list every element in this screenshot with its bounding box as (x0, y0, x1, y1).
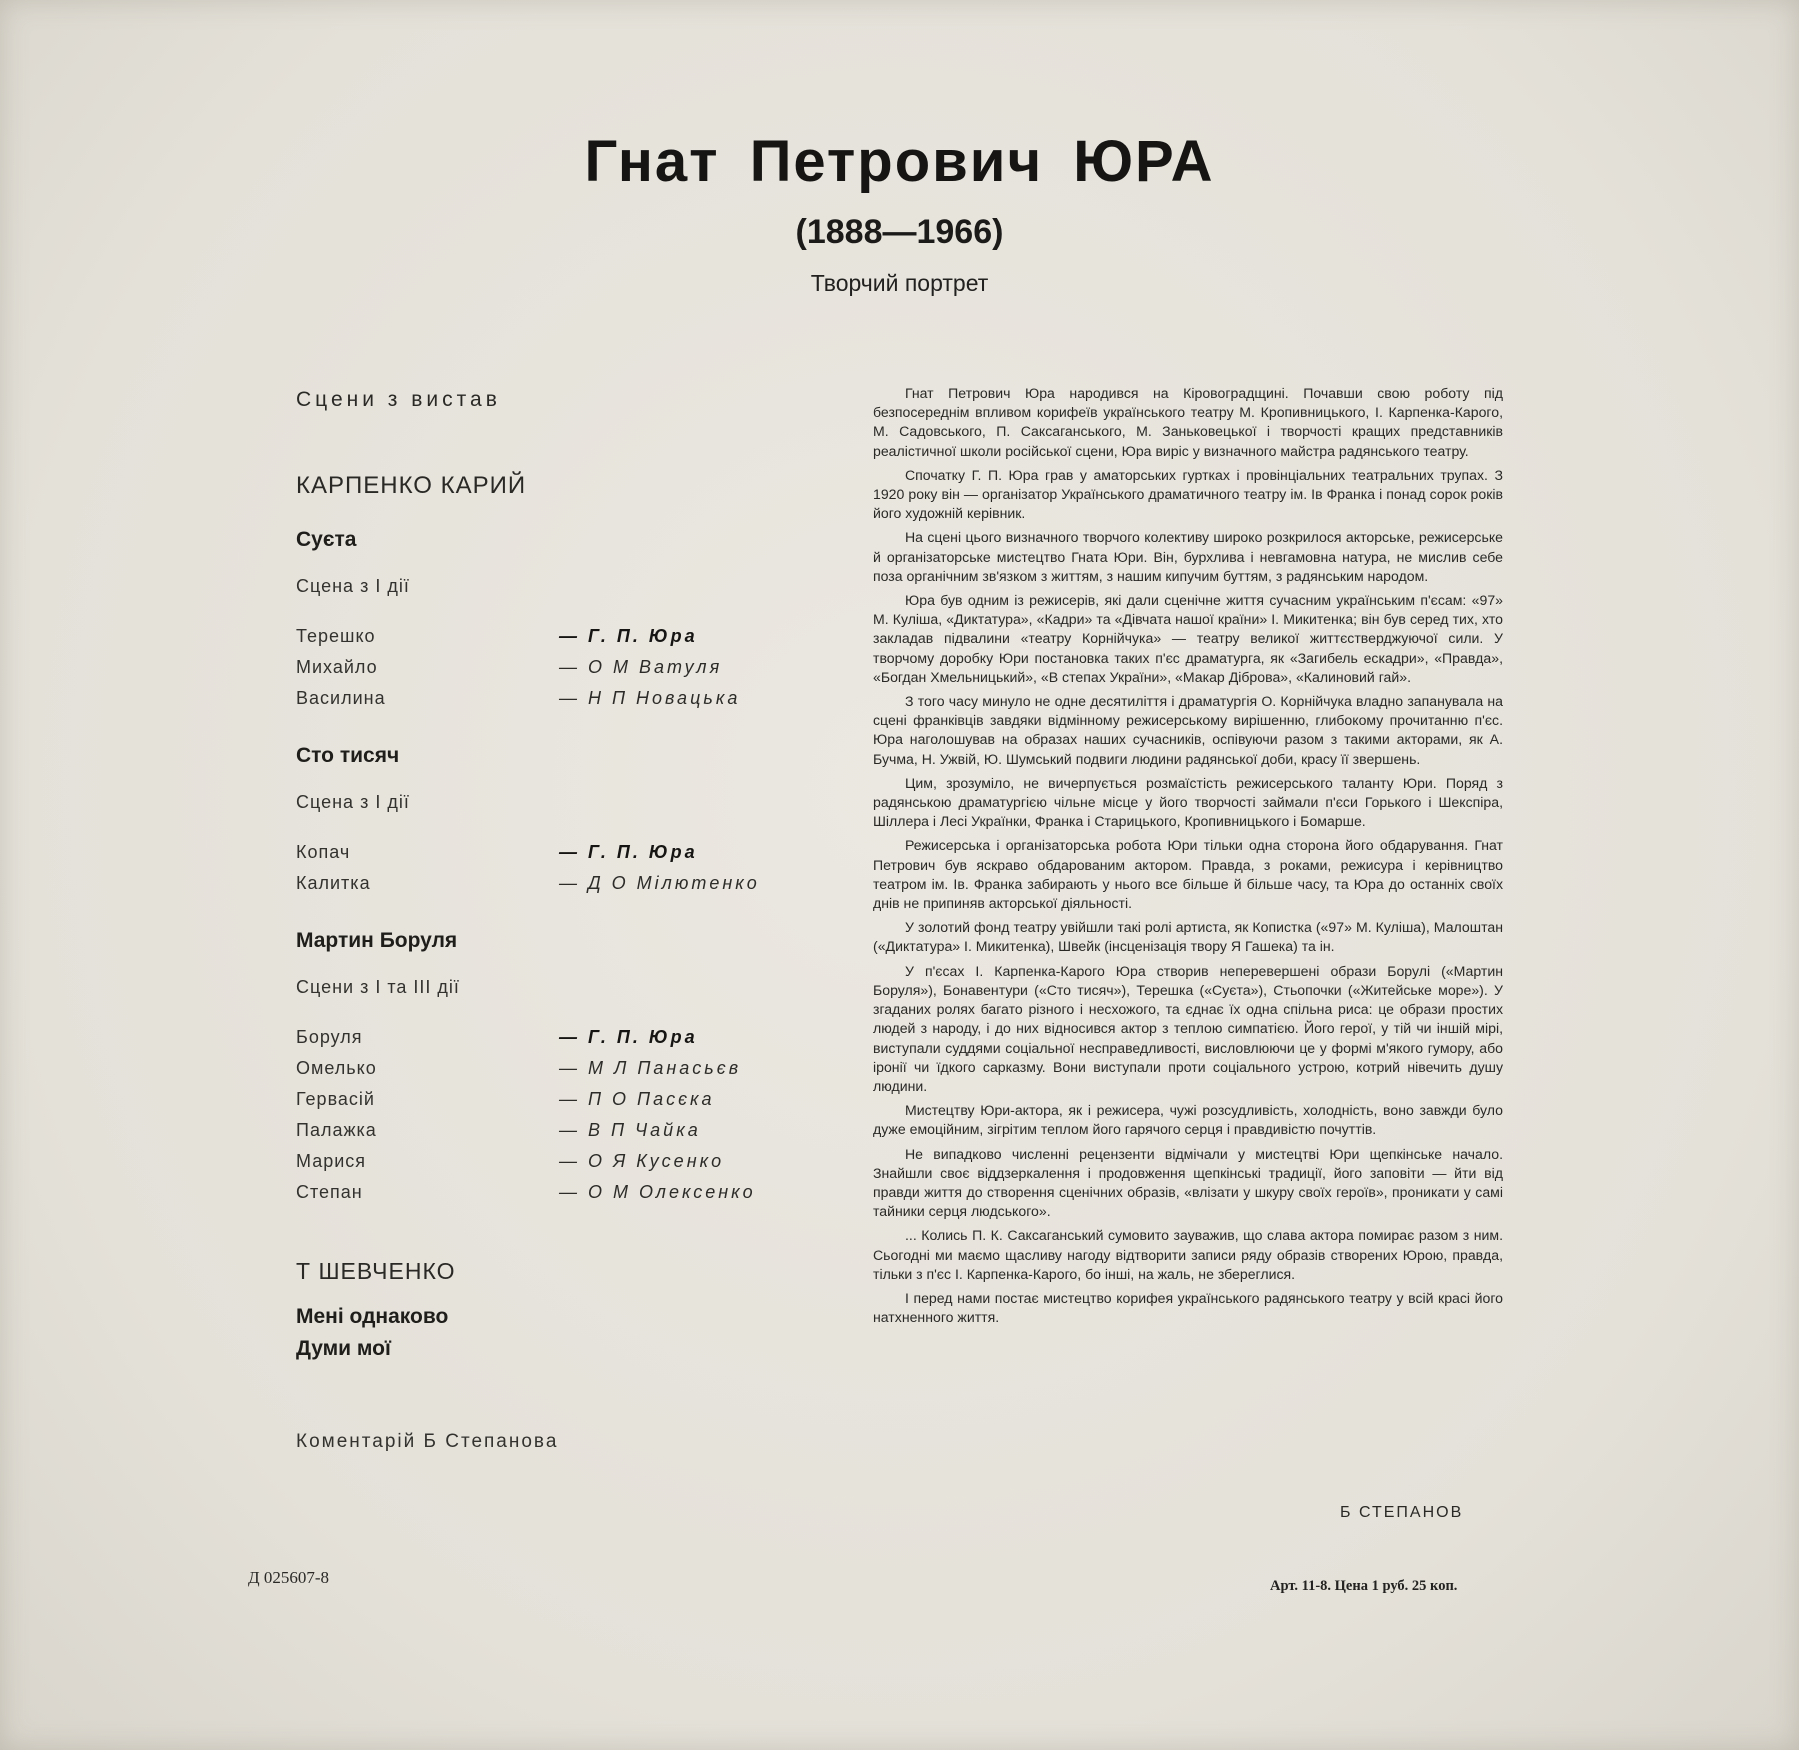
role-name: Михайло (296, 657, 378, 677)
play-block (296, 929, 836, 1208)
biography-text (873, 384, 1503, 1332)
page-title: Гнат Петрович ЮРА (584, 129, 1215, 194)
actor-name: — О Я Кусенко (559, 1151, 725, 1171)
scene-label: Сцена з І дії (296, 576, 410, 596)
author-heading: КАРПЕНКО КАРИЙ (296, 472, 527, 499)
article-paragraph: На сцені цього визначного творчого колективу широко розкрилося акторське, режисерське й організаторське мистецтво Гната Юри. Він, бурхлива і невгамовна натура, не мислив себе поза органічним зв'язком з життям, з нашим кипучим буттям, з радянським народом. (873, 529, 1503, 584)
article-paragraph: Гнат Петрович Юра народився на Кіровоградщині. Почавши свою роботу під безпосереднім впливом корифеїв українського театру М. Кропивницького, І. Карпенка-Карого, М. Садовського, П. Саксаганського, М. Заньковецької і творчості кращих представників реалістичної школи російської сцени, Юра виріс у визначного майстра радянського театру. (873, 385, 1503, 459)
cast-row (296, 837, 836, 868)
price-line: Арт. 11-8. Цена 1 руб. 25 коп. (1270, 1578, 1458, 1594)
scene-label: Сцени з І та ІІІ дії (296, 977, 460, 997)
article-paragraph: У золотий фонд театру увійшли такі ролі артиста, як Копистка («97» М. Куліша), Малоштан («Диктатура» І. Микитенка), Швейк (інсценізація твору Я Гашека) та ін. (873, 919, 1503, 955)
play-block (296, 528, 836, 714)
role-name: Марися (296, 1151, 367, 1171)
role-name: Калитка (296, 873, 371, 893)
role-name: Омелько (296, 1058, 377, 1078)
cast-row (296, 1177, 836, 1208)
role-name: Копач (296, 842, 351, 862)
life-years: (1888—1966) (795, 213, 1004, 251)
program-column (296, 388, 836, 1453)
cast-row (296, 868, 836, 899)
author-heading: Т ШЕВЧЕНКО (296, 1258, 456, 1284)
role-name: Палажка (296, 1120, 377, 1140)
actor-name: — П О Пасєка (559, 1089, 715, 1109)
catalog-number: Д 025607-8 (248, 1568, 330, 1587)
actor-name: — Н П Новацька (559, 688, 741, 708)
actor-name: — Д О Мілютенко (559, 873, 760, 893)
cast-row (296, 1053, 836, 1084)
cast-row (296, 1084, 836, 1115)
header (0, 128, 1799, 297)
subtitle: Творчий портрет (810, 270, 989, 296)
play-title: Сто тисяч (296, 744, 400, 767)
play-title: Мартин Боруля (296, 929, 458, 952)
cast-row (296, 1146, 836, 1177)
author-signature: Б СТЕПАНОВ (1340, 1504, 1464, 1521)
actor-name: — М Л Панасьєв (559, 1058, 742, 1078)
article-paragraph: З того часу минуло не одне десятиліття і драматургія О. Корнійчука владно запанувала на сцені франківців завдяки відмінному режисерському вирішенню, глибокому прочитанню п'єс. Юра наголошував на образах наших сучасників, оспівуючи разом з такими акторами, як А. Бучма, Н. Ужвій, Ю. Шумський подвиги людини радянської доби, красу її звершень. (873, 693, 1503, 767)
cast-row (296, 1022, 836, 1053)
article-paragraph: І перед нами постає мистецтво корифея українського радянського театру у всій красі його натхненного життя. (873, 1289, 1503, 1326)
actor-name: — О М Ватуля (559, 657, 723, 677)
actor-name: — В П Чайка (559, 1120, 701, 1140)
role-name: Терешко (296, 626, 376, 646)
role-name: Степан (296, 1182, 363, 1202)
role-name: Василина (296, 688, 386, 708)
article-paragraph: У п'єсах І. Карпенка-Карого Юра створив неперевершені образи Борулі («Мартин Боруля»), Бонавентури («Сто тисяч»), Терешка («Суєта»), Стьопочки («Житейське море»). У згаданих ролях багато різного і несхожого, та єднає їх одна спільна риса: це образи простих людей з народу, і до них відносився актор з теплою симпатією. Його герої, у тій чи іншій мірі, виступали суддями соціальної несправедливості, висловлюючи це у формі м'якого гумору, або іронії чи їдкого сарказму. Вони виступали проти соціального устрою, котрий нівечить душу людини. (873, 962, 1503, 1094)
article-paragraph: Режисерська і організаторська робота Юри тільки одна сторона його обдарування. Гнат Петрович був яскраво обдарованим актором. Правда, з роками, режисура і керівництво театром ім. Ів. Франка забирають у нього все більше й більше часу, та Юра до останніх своїх днів не припиняв акторської діяльності. (873, 837, 1503, 912)
article-paragraph: Юра був одним із режисерів, які дали сценічне життя сучасним українським п'єсам: «97» М. Куліша, «Диктатура», «Кадри» та «Дівчата нашої країни» І. Микитенка; він був серед тих, хто закладав підвалини «театру Корнійчука» — театру великої життєстверджуючої сили. У творчому доробку Юри постановка таких п'єс драматурга, як «Загибель ескадри», «Правда», «Богдан Хмельницький», «В степах України», «Макар Діброва», «Калиновий гай». (873, 592, 1503, 685)
play-title: Суєта (296, 528, 357, 551)
cast-row (296, 621, 836, 652)
role-name: Гервасій (296, 1089, 375, 1109)
section-label: Сцени з вистав (296, 388, 501, 411)
article-paragraph: Цим, зрозуміло, не вичерпується розмаїстість режисерського таланту Юри. Поряд з радянською драматургією чільне місце у його творчості займали п'єси Горького і Шекспіра, Шіллера і Лесі Українки, Франка і Старицького, Кропивницького і Бомарше. (873, 774, 1503, 830)
commentary-credit: Коментарій Б Степанова (296, 1431, 559, 1452)
actor-name: — Г. П. Юра (559, 626, 698, 646)
play-block (296, 744, 836, 899)
actor-name: — О М Олексенко (559, 1182, 756, 1202)
actor-name: — Г. П. Юра (559, 842, 698, 862)
article-paragraph: ... Колись П. К. Саксаганський сумовито зауважив, що слава актора помирає разом з ним. Сьогодні ми маємо щасливу нагоду відтворити записи ряду образів створених Юрою, правда, тільки з п'єс І. Карпенка-Карого, бо інші, на жаль, не збереглися. (873, 1227, 1503, 1282)
role-name: Боруля (296, 1027, 363, 1047)
poem-title: Думи мої (296, 1337, 391, 1360)
cast-row (296, 652, 836, 683)
article-paragraph: Спочатку Г. П. Юра грав у аматорських гуртках і провінціальних театральних трупах. З 1920 року він — організатор Українського драматичного театру ім. Ів Франка і понад сорок років його художній керівник. (873, 466, 1503, 522)
article-paragraph: Не випадково численні рецензенти відмічали у мистецтві Юри щепкінське начало. Знайшли своє віддзеркалення і продовження щепкінські традиції, його заповіти — йти від правди життя до створення сценічних образів, «влізати у шкуру своїх героїв», проникати у самі тайники серця людського». (873, 1145, 1503, 1220)
cast-row (296, 683, 836, 714)
actor-name: — Г. П. Юра (559, 1027, 698, 1047)
article-paragraph: Мистецтву Юри-актора, як і режисера, чужі розсудливість, холодність, воно завжди було дуже емоційним, зігрітим теплом його гарячого серця і правдивістю почуттів. (873, 1102, 1503, 1138)
cast-row (296, 1115, 836, 1146)
poem-title: Мені однаково (296, 1305, 449, 1328)
scene-label: Сцена з І дії (296, 792, 410, 812)
